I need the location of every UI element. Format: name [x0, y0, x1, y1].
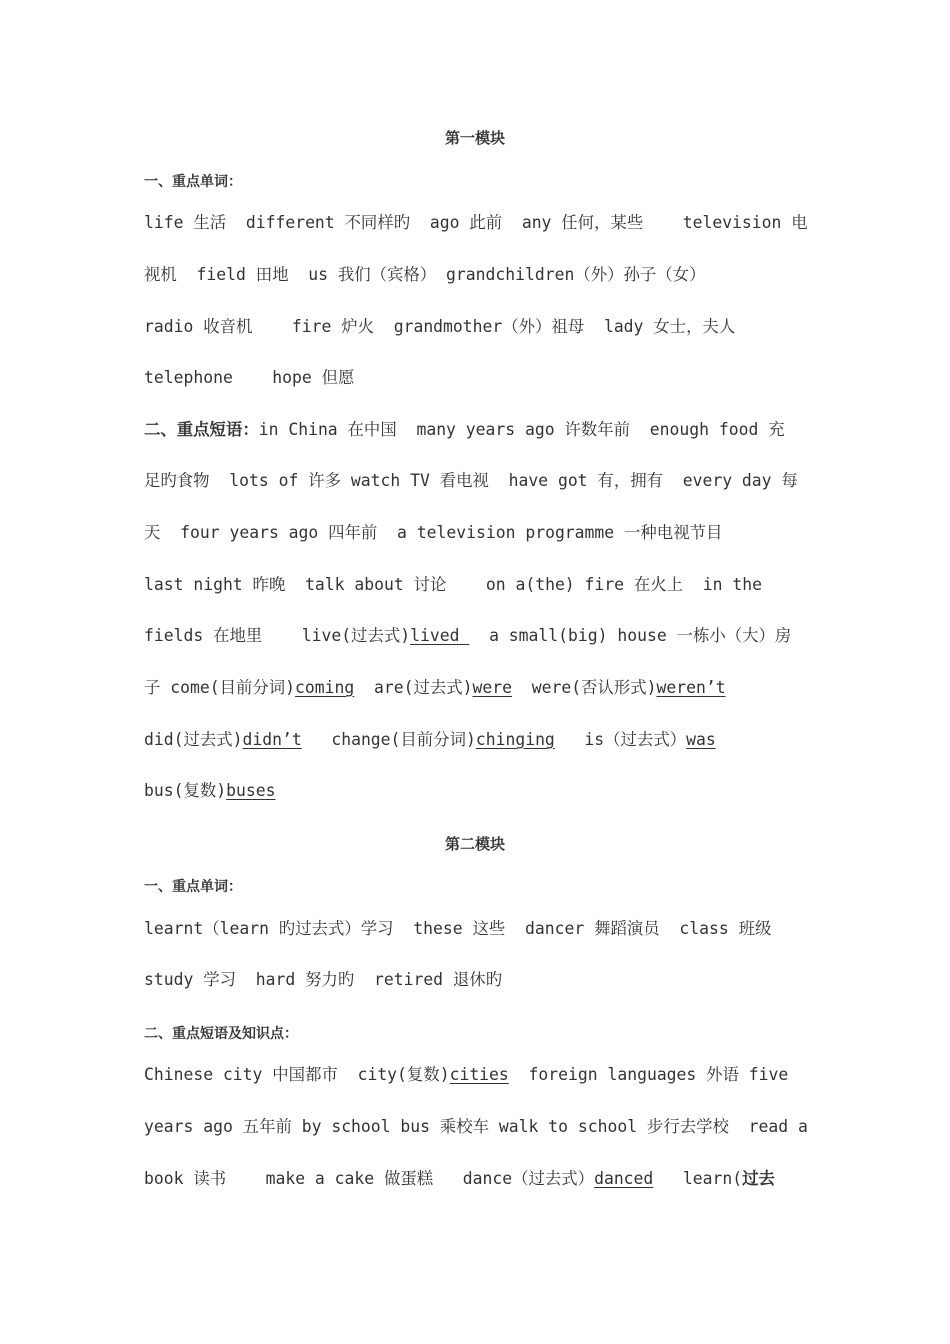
answer-lived: lived — [410, 626, 470, 645]
module2-words-line-1: learnt（learn 旳过去式）学习 these 这些 dancer 舞蹈演员 class 班级 — [144, 919, 772, 938]
module1-words-heading: 一、重点单词： — [144, 174, 242, 190]
answer-coming: coming — [295, 678, 355, 697]
answer-chinging: chinging — [475, 730, 555, 749]
module1-phrases-line-1-text: in China 在中国 many years ago 许数年前 enough food 充 — [258, 420, 785, 439]
module1-words-line-1: life 生活 different 不同样旳 ago 此前 any 任何，某些 television 电 — [144, 213, 808, 232]
text-segment: are(过去式) — [354, 678, 473, 697]
module1-title: 第一模块 — [444, 129, 505, 147]
text-segment: a small(big) house 一栋小（大）房 — [469, 626, 792, 645]
module1-phrases-line-3: 天 four years ago 四年前 a television programme 一种电视节目 — [144, 523, 723, 542]
text-segment: fields 在地里 live(过去式) — [144, 626, 411, 645]
module1-phrases-line-4: last night 昨晚 talk about 讨论 on a(the) fire 在火上 in the — [144, 575, 763, 594]
text-segment: is（过去式） — [554, 730, 687, 749]
text-segment: learn( — [653, 1169, 743, 1188]
text-segment: change(目前分词) — [301, 730, 476, 749]
module1-words-line-3: radio 收音机 fire 炉火 grandmother（外）祖母 lady 女士，夫人 — [144, 317, 736, 336]
text-segment: foreign languages 外语 five — [508, 1065, 789, 1084]
text-segment: Chinese city 中国都市 city(复数) — [144, 1065, 450, 1084]
answer-didnt: didn’t — [242, 730, 302, 749]
text-segment: book 读书 make a cake 做蛋糕 dance（过去式） — [144, 1169, 595, 1188]
text-segment-bold: 过去 — [742, 1169, 775, 1188]
text-segment: were(否认形式) — [511, 678, 657, 697]
module2-phrases-heading: 二、重点短语及知识点： — [144, 1026, 298, 1042]
text-segment: bus(复数) — [144, 781, 227, 800]
answer-were: were — [472, 678, 512, 697]
answer-danced: danced — [594, 1169, 654, 1188]
module1-phrases-line-1 — [144, 419, 814, 441]
module1-phrases-line-7 — [144, 729, 814, 751]
module2-phrases-line-2: years ago 五年前 by school bus 乘校车 walk to school 步行去学校 read a — [144, 1117, 808, 1136]
module1-phrases-line-6 — [144, 677, 814, 699]
module2-phrases-line-1 — [144, 1064, 814, 1086]
module2-title: 第二模块 — [444, 835, 505, 853]
answer-werent: weren’t — [656, 678, 726, 697]
module1-phrases-heading: 二、重点短语： — [144, 420, 259, 439]
text-segment: did(过去式) — [144, 730, 243, 749]
module2-words-line-2: study 学习 hard 努力旳 retired 退休旳 — [144, 970, 503, 989]
text-segment: 子 come(目前分词) — [144, 678, 296, 697]
module2-words-heading: 一、重点单词： — [144, 879, 242, 895]
answer-cities: cities — [449, 1065, 509, 1084]
module1-phrases-line-2: 足旳食物 lots of 许多 watch TV 看电视 have got 有，拥有 every day 每 — [144, 471, 798, 490]
module1-words-line-4: telephone hope 但愿 — [144, 368, 355, 387]
module2-phrases-line-3 — [144, 1168, 814, 1190]
module1-phrases-line-8 — [144, 780, 814, 802]
module1-phrases-line-5 — [144, 625, 814, 647]
answer-buses: buses — [226, 781, 276, 800]
answer-was: was — [686, 730, 716, 749]
module1-words-line-2: 视机 field 田地 us 我们（宾格） grandchildren（外）孙子（女） — [144, 265, 706, 284]
